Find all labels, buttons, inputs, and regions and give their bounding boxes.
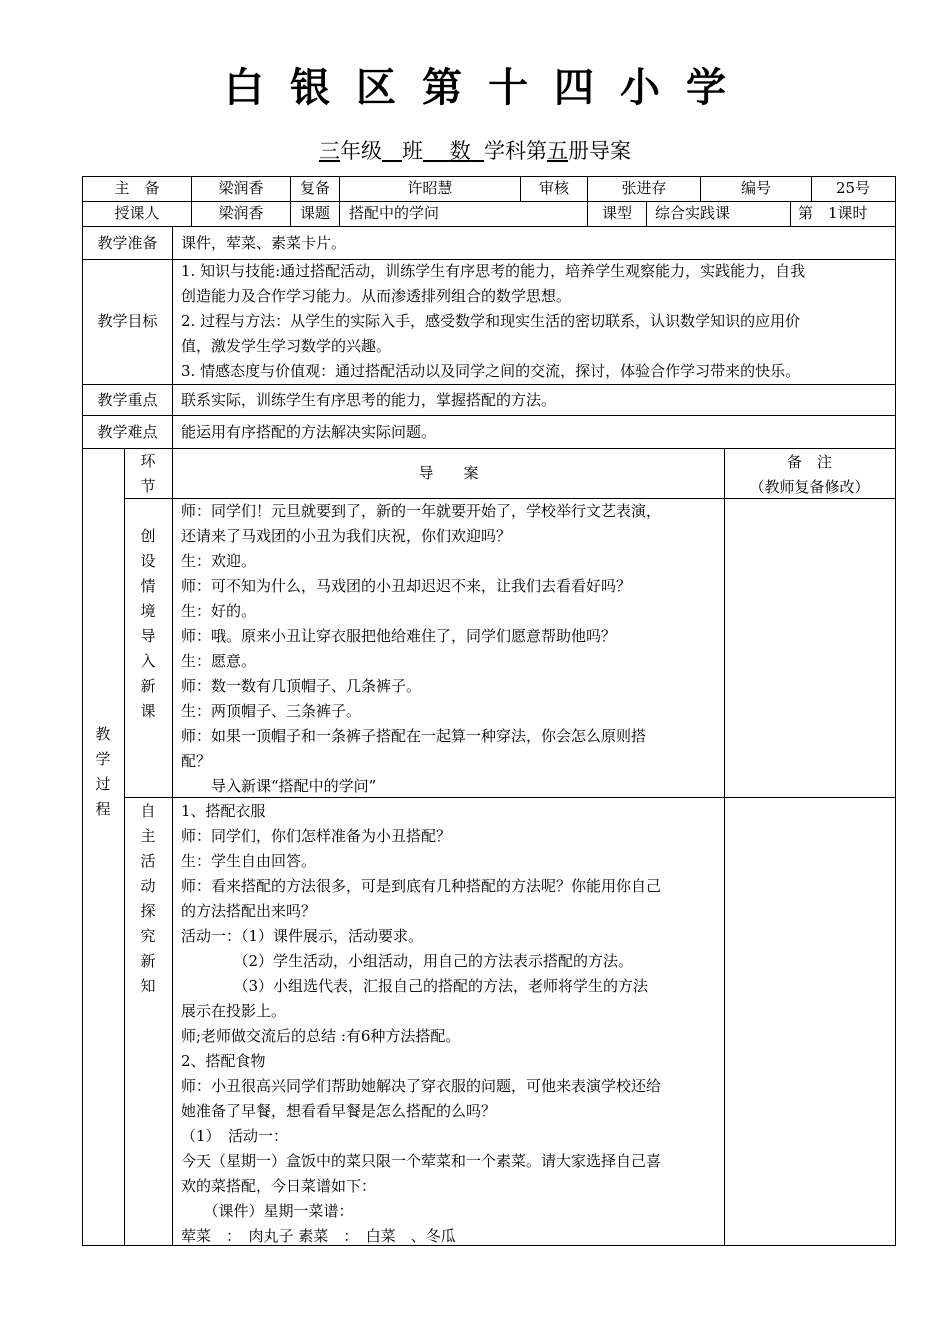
goal-line: 3. 情感态度与价值观：通过搭配活动以及同学之间的交流，探讨，体验合作学习带来的快乐。: [181, 362, 801, 380]
lead-label: 主 备: [114, 179, 160, 197]
dialogue-line: 生：愿意。: [181, 652, 257, 670]
grade-suffix: 年级: [339, 139, 382, 163]
review-value: 许昭慧: [407, 179, 453, 197]
dialogue-line: （1） 活动一：: [181, 1127, 289, 1145]
dialogue-line: 生：欢迎。: [181, 552, 257, 570]
dialogue-line: 师;老师做交流后的总结 :有6种方法搭配。: [181, 1027, 461, 1045]
class-suffix: 班: [401, 139, 423, 163]
dialogue-line: 1、搭配衣服: [181, 802, 266, 820]
goal-line: 值，激发学生学习数学的兴趣。: [181, 337, 392, 355]
stage-2-name: 自 主 活 动 探 究 新 知: [140, 802, 156, 995]
topic-value: 搭配中的学问: [349, 204, 440, 222]
period-value: 第 1课时: [798, 204, 868, 222]
audit-label: 审核: [538, 179, 569, 197]
dialogue-line: 师：看来搭配的方法很多，可是到底有几种搭配的方法呢？你能用你自己: [181, 877, 662, 895]
volume-suffix: 册导案: [568, 139, 632, 163]
dialogue-line: （2）学生活动，小组活动，用自己的方法表示搭配的方法。: [181, 952, 634, 970]
number-value: 25号: [835, 179, 871, 197]
dialogue-line: 展示在投影上。: [181, 1002, 287, 1020]
difficulty-content: 能运用有序搭配的方法解决实际问题。: [181, 423, 437, 441]
key-point-label: 教学重点: [97, 391, 158, 409]
volume-value: 五: [547, 139, 569, 163]
dialogue-line: （3）小组选代表，汇报自己的搭配的方法，老师将学生的方法: [181, 977, 649, 995]
difficulty-label: 教学难点: [97, 423, 158, 441]
prep-label: 教学准备: [97, 234, 158, 252]
goals-content: [181, 259, 805, 384]
lead-value: 梁润香: [218, 179, 264, 197]
number-label: 编号: [740, 179, 771, 197]
dialogue-line: 生：两顶帽子、三条裤子。: [181, 702, 362, 720]
teacher-label: 授课人: [114, 204, 160, 222]
class-blank: [382, 139, 402, 163]
dialogue-line: 荤菜 ： 肉丸子 素菜 ： 白菜 、冬瓜: [181, 1227, 456, 1245]
goal-line: 2. 过程与方法：从学生的实际入手，感受数学和现实生活的密切联系，认识数学知识的应用价: [181, 312, 801, 330]
key-point-content: 联系实际，训练学生有序思考的能力，掌握搭配的方法。: [181, 391, 557, 409]
process-label: 教 学 过 程: [95, 725, 111, 818]
review-label: 复备: [299, 179, 330, 197]
dialogue-line: 欢的菜搭配，今日菜谱如下：: [181, 1177, 377, 1195]
dialogue-line: 师：哦。原来小丑让穿衣服把他给难住了，同学们愿意帮助他吗？: [181, 627, 617, 645]
grade-value: 三: [318, 139, 340, 163]
subject-value: 数: [449, 139, 471, 163]
dialogue-line: 还请来了马戏团的小丑为我们庆祝，你们欢迎吗？: [181, 527, 512, 545]
subject-suffix: 学科第: [484, 139, 548, 163]
lesson-subtitle: [0, 138, 950, 164]
dialogue-line: 活动一：（1）课件展示，活动要求。: [181, 927, 424, 945]
dialogue-line: 师：数一数有几顶帽子、几条裤子。: [181, 677, 422, 695]
goals-label: 教学目标: [97, 312, 158, 330]
stage-1-name: 创 设 情 境 导 入 新 课: [140, 527, 156, 720]
remark-header: 备 注: [786, 453, 832, 471]
dialogue-line: 师：可不知为什么，马戏团的小丑却迟迟不来，让我们去看看好吗？: [181, 577, 632, 595]
dialogue-line: 配？: [181, 752, 212, 770]
topic-label: 课题: [299, 204, 330, 222]
dialogue-line: 导入新课“搭配中的学问”: [181, 777, 377, 795]
dialogue-line: 她准备了早餐，想看看早餐是怎么搭配的么吗？: [181, 1102, 497, 1120]
audit-value: 张进存: [621, 179, 667, 197]
dialogue-line: 的方法搭配出来吗？: [181, 902, 317, 920]
dialogue-line: 2、搭配食物: [181, 1052, 266, 1070]
stage-1-content: [181, 499, 661, 799]
stage-2-content: [181, 799, 661, 1249]
dialogue-line: 今天（星期一）盒饭中的菜只限一个荤菜和一个素菜。请大家选择自己喜: [181, 1152, 662, 1170]
dialogue-line: 师：小丑很高兴同学们帮助她解决了穿衣服的问题，可他来表演学校还给: [181, 1077, 662, 1095]
stage-header: 环 节: [140, 452, 156, 495]
goal-line: 创造能力及合作学习能力。从而渗透排列组合的数学思想。: [181, 287, 572, 305]
type-label: 课型: [601, 204, 632, 222]
school-title: 白银区第十四小学: [224, 65, 752, 111]
dialogue-line: 生：学生自由回答。: [181, 852, 317, 870]
dialogue-line: （课件）星期一菜谱：: [181, 1202, 354, 1220]
guide-header: 导 案: [418, 464, 479, 482]
teacher-value: 梁润香: [218, 204, 264, 222]
dialogue-line: 师：同学们，你们怎样准备为小丑搭配？: [181, 827, 452, 845]
prep-content: 课件，荤菜、素菜卡片。: [181, 234, 347, 252]
goal-line: 1. 知识与技能:通过搭配活动，训练学生有序思考的能力，培养学生观察能力，实践能力，自我: [181, 262, 806, 280]
type-value: 综合实践课: [655, 204, 731, 222]
remark-subheader: （教师复备修改）: [749, 478, 870, 496]
dialogue-line: 生：好的。: [181, 602, 257, 620]
dialogue-line: 师：如果一顶帽子和一条裤子搭配在一起算一种穿法，你会怎么原则搭: [181, 727, 647, 745]
dialogue-line: 师：同学们！元旦就要到了，新的一年就要开始了，学校举行文艺表演，: [181, 502, 662, 520]
